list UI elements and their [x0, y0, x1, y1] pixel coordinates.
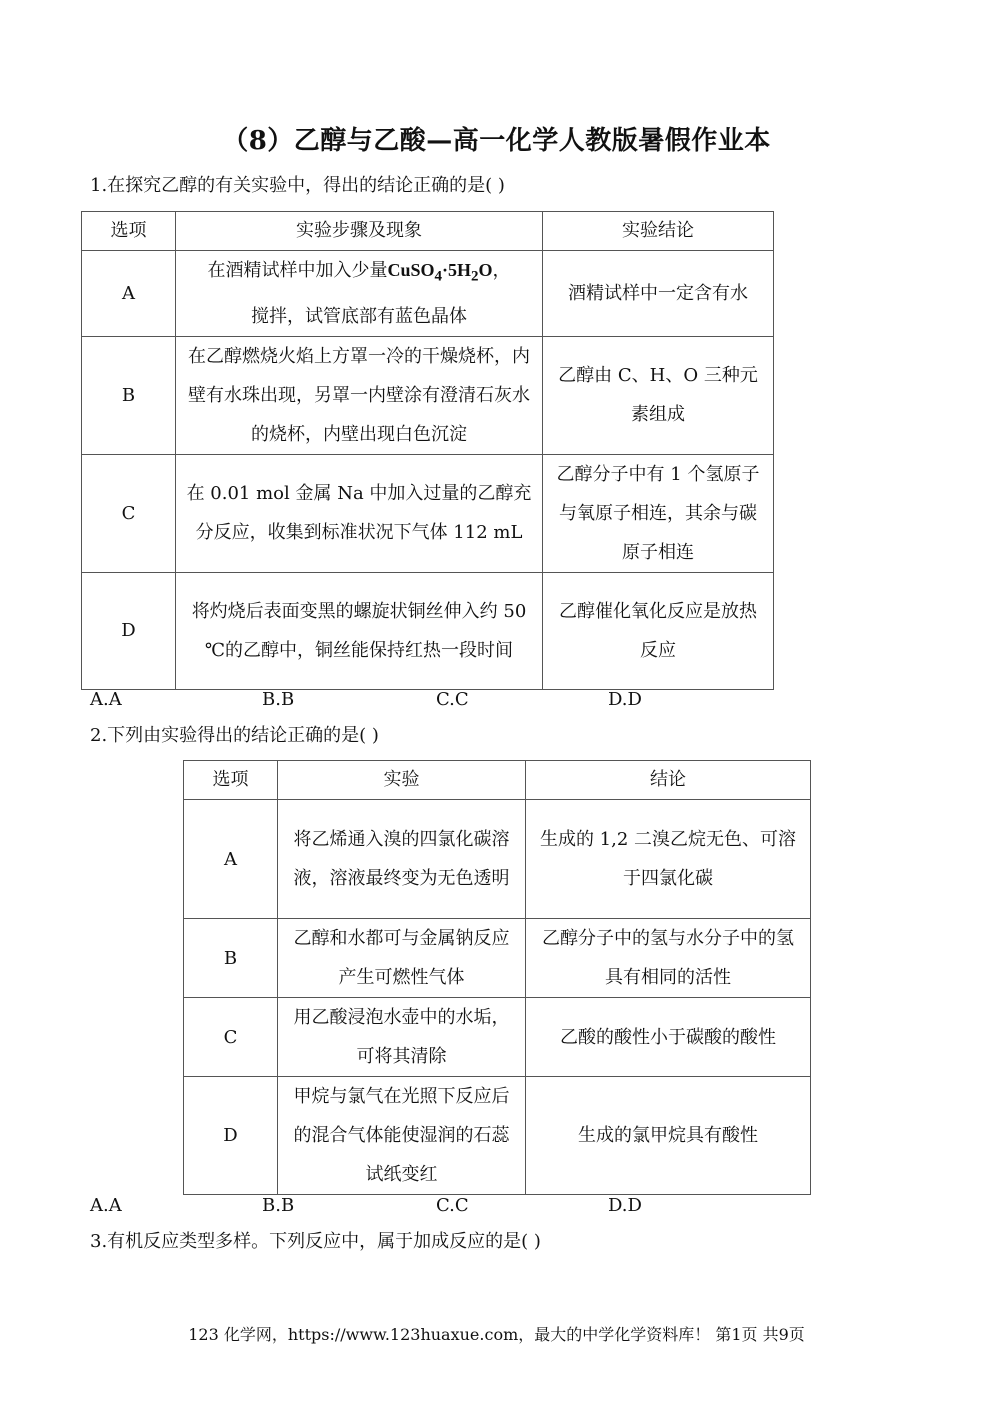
row-step: 在酒精试样中加入少量$CuSO_4\cdot 5H_2O$， 搅拌，试管底部有蓝色晶体: [176, 251, 543, 337]
row-conclusion: 乙酸的酸性小于碳酸的酸性: [526, 998, 811, 1077]
table-row: [184, 919, 811, 998]
row-option: D: [184, 1077, 278, 1195]
option-b[interactable]: B.B: [262, 1195, 295, 1216]
option-a[interactable]: A.A: [90, 1195, 122, 1216]
table-header-row: [184, 761, 811, 800]
row-step: 用乙酸浸泡水壶中的水垢，可将其清除: [278, 998, 526, 1077]
row-option: C: [82, 454, 176, 572]
option-c[interactable]: C.C: [436, 1195, 469, 1216]
option-d[interactable]: D.D: [608, 689, 642, 710]
row-conclusion: 乙醇由 C、H、O 三种元素组成: [543, 336, 774, 454]
table-row: [82, 336, 774, 454]
question-2-stem: 2.下列由实验得出的结论正确的是( ): [90, 725, 379, 746]
row-option: D: [82, 572, 176, 689]
page-footer: 123 化学网，https://www.123huaxue.com，最大的中学化学资料库！ 第1页 共9页: [188, 1325, 805, 1344]
table-row: [184, 998, 811, 1077]
page-title: （8）乙醇与乙酸—高一化学人教版暑假作业本: [222, 126, 771, 156]
header-option: 选项: [184, 761, 278, 800]
row-option: B: [184, 919, 278, 998]
row-step: 在乙醇燃烧火焰上方罩一冷的干燥烧杯，内壁有水珠出现，另罩一内壁涂有澄清石灰水的烧杯，内壁出现白色沉淀: [176, 336, 543, 454]
option-b[interactable]: B.B: [262, 689, 295, 710]
row-conclusion: 乙醇催化氧化反应是放热反应: [543, 572, 774, 689]
row-option: A: [184, 800, 278, 919]
question-1-stem: 1.在探究乙醇的有关实验中，得出的结论正确的是( ): [90, 175, 505, 196]
question-2-table: [183, 760, 811, 1195]
table-header-row: [82, 212, 774, 251]
row-option: B: [82, 336, 176, 454]
option-c[interactable]: C.C: [436, 689, 469, 710]
table-row: [82, 251, 774, 337]
question-1-table: [81, 211, 774, 690]
header-step: 实验: [278, 761, 526, 800]
question-3-stem: 3.有机反应类型多样。下列反应中，属于加成反应的是( ): [90, 1231, 541, 1252]
row-conclusion: 乙醇分子中的氢与水分子中的氢具有相同的活性: [526, 919, 811, 998]
row-option: A: [82, 251, 176, 337]
row-step: 将乙烯通入溴的四氯化碳溶液，溶液最终变为无色透明: [278, 800, 526, 919]
header-option: 选项: [82, 212, 176, 251]
row-step: 将灼烧后表面变黑的螺旋状铜丝伸入约 50 ℃的乙醇中，铜丝能保持红热一段时间: [176, 572, 543, 689]
table-row: [184, 1077, 811, 1195]
table-row: [82, 572, 774, 689]
row-step: 甲烷与氯气在光照下反应后的混合气体能使湿润的石蕊试纸变红: [278, 1077, 526, 1195]
header-conclusion: 实验结论: [543, 212, 774, 251]
table-row: [184, 800, 811, 919]
row-conclusion: 乙醇分子中有 1 个氢原子与氧原子相连，其余与碳原子相连: [543, 454, 774, 572]
table-row: [82, 454, 774, 572]
option-d[interactable]: D.D: [608, 1195, 642, 1216]
row-conclusion: 生成的 1,2 二溴乙烷无色、可溶于四氯化碳: [526, 800, 811, 919]
row-step: 在 0.01 mol 金属 Na 中加入过量的乙醇充分反应，收集到标准状况下气体 112 mL: [176, 454, 543, 572]
row-conclusion: 生成的氯甲烷具有酸性: [526, 1077, 811, 1195]
row-step: 乙醇和水都可与金属钠反应产生可燃性气体: [278, 919, 526, 998]
row-option: C: [184, 998, 278, 1077]
header-conclusion: 结论: [526, 761, 811, 800]
header-step: 实验步骤及现象: [176, 212, 543, 251]
formula-cuso4: $CuSO_4\cdot 5H_2O$: [387, 260, 493, 285]
option-a[interactable]: A.A: [90, 689, 122, 710]
row-conclusion: 酒精试样中一定含有水: [543, 251, 774, 337]
